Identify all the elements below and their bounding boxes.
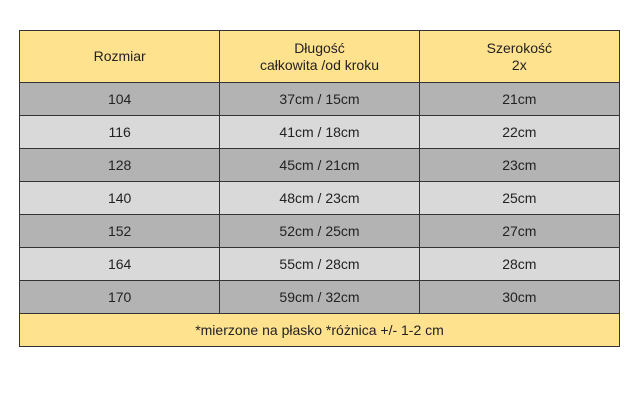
size-cell: 140: [20, 182, 220, 215]
length-cell: 55cm / 28cm: [220, 248, 419, 281]
length-cell: 45cm / 21cm: [220, 149, 419, 182]
size-cell: 116: [20, 116, 220, 149]
table-row: [20, 182, 620, 215]
table-row: [20, 83, 620, 116]
width-cell: 22cm: [419, 116, 619, 149]
table-row: [20, 116, 620, 149]
size-cell: 152: [20, 215, 220, 248]
size-chart-table: [19, 30, 620, 347]
table-row: [20, 248, 620, 281]
footer-row: [20, 314, 620, 347]
header-size-label: Rozmiar: [93, 48, 146, 64]
header-row: [20, 31, 620, 83]
header-length: [220, 31, 419, 83]
table-footer: [20, 314, 620, 347]
width-cell: 23cm: [419, 149, 619, 182]
length-cell: 48cm / 23cm: [220, 182, 419, 215]
header-size: [20, 31, 220, 83]
size-cell: 128: [20, 149, 220, 182]
table-header: [20, 31, 620, 83]
table-row: [20, 149, 620, 182]
width-cell: 27cm: [419, 215, 619, 248]
header-width: [419, 31, 619, 83]
width-cell: 30cm: [419, 281, 619, 314]
measurement-note: *mierzone na płasko *różnica +/- 1-2 cm: [20, 314, 620, 347]
header-length-label: Długość: [294, 39, 345, 56]
width-cell: 21cm: [419, 83, 619, 116]
length-cell: 37cm / 15cm: [220, 83, 419, 116]
width-cell: 28cm: [419, 248, 619, 281]
size-cell: 170: [20, 281, 220, 314]
table-row: [20, 215, 620, 248]
width-cell: 25cm: [419, 182, 619, 215]
header-width-label: Szerokość: [486, 39, 552, 56]
table-body: [20, 83, 620, 314]
length-cell: 59cm / 32cm: [220, 281, 419, 314]
size-cell: 104: [20, 83, 220, 116]
header-length-sublabel: całkowita /od kroku: [259, 56, 380, 73]
size-cell: 164: [20, 248, 220, 281]
header-width-sublabel: 2x: [511, 56, 527, 73]
table-row: [20, 281, 620, 314]
length-cell: 41cm / 18cm: [220, 116, 419, 149]
length-cell: 52cm / 25cm: [220, 215, 419, 248]
